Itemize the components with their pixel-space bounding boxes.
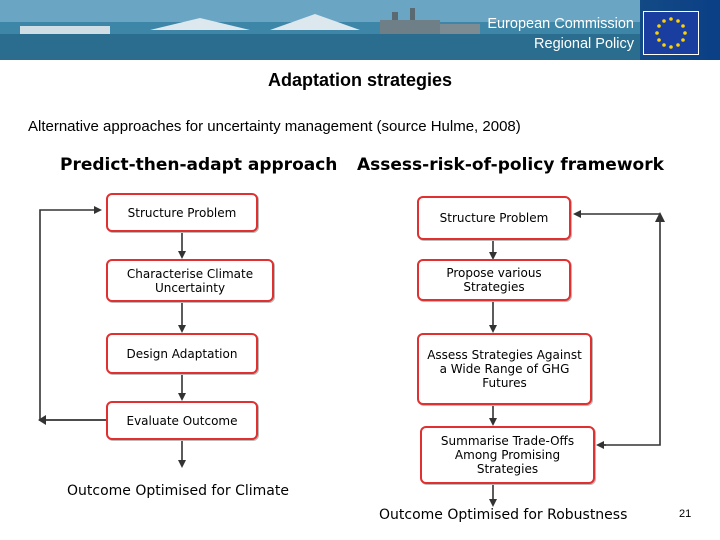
feedback-loop-right bbox=[598, 214, 660, 445]
right-step-propose-strategies: Propose various Strategies bbox=[417, 259, 571, 301]
slide-title: Adaptation strategies bbox=[267, 70, 453, 90]
right-step-summarise-tradeoffs: Summarise Trade-Offs Among Promising Strategies bbox=[420, 426, 595, 484]
slide-subtitle: Alternative approaches for uncertainty management (source Hulme, 2008) bbox=[28, 118, 521, 135]
left-step-characterise-uncertainty: Characterise Climate Uncertainty bbox=[106, 259, 274, 302]
right-step-structure-problem: Structure Problem bbox=[417, 196, 571, 240]
feedback-loop-left bbox=[40, 210, 106, 420]
page-number: 21 bbox=[679, 508, 692, 520]
left-step-structure-problem: Structure Problem bbox=[106, 193, 258, 232]
org-line-2: Regional Policy bbox=[534, 36, 634, 52]
right-step-assess-strategies: Assess Strategies Against a Wide Range of GHG Futures bbox=[417, 333, 592, 405]
right-outcome: Outcome Optimised for Robustness bbox=[379, 507, 628, 523]
left-heading: Predict-then-adapt approach bbox=[60, 155, 338, 175]
left-step-design-adaptation: Design Adaptation bbox=[106, 333, 258, 374]
left-outcome: Outcome Optimised for Climate bbox=[67, 483, 289, 499]
org-line-1: European Commission bbox=[487, 16, 634, 32]
right-heading: Assess-risk-of-policy framework bbox=[357, 155, 664, 175]
left-step-evaluate-outcome: Evaluate Outcome bbox=[106, 401, 258, 440]
